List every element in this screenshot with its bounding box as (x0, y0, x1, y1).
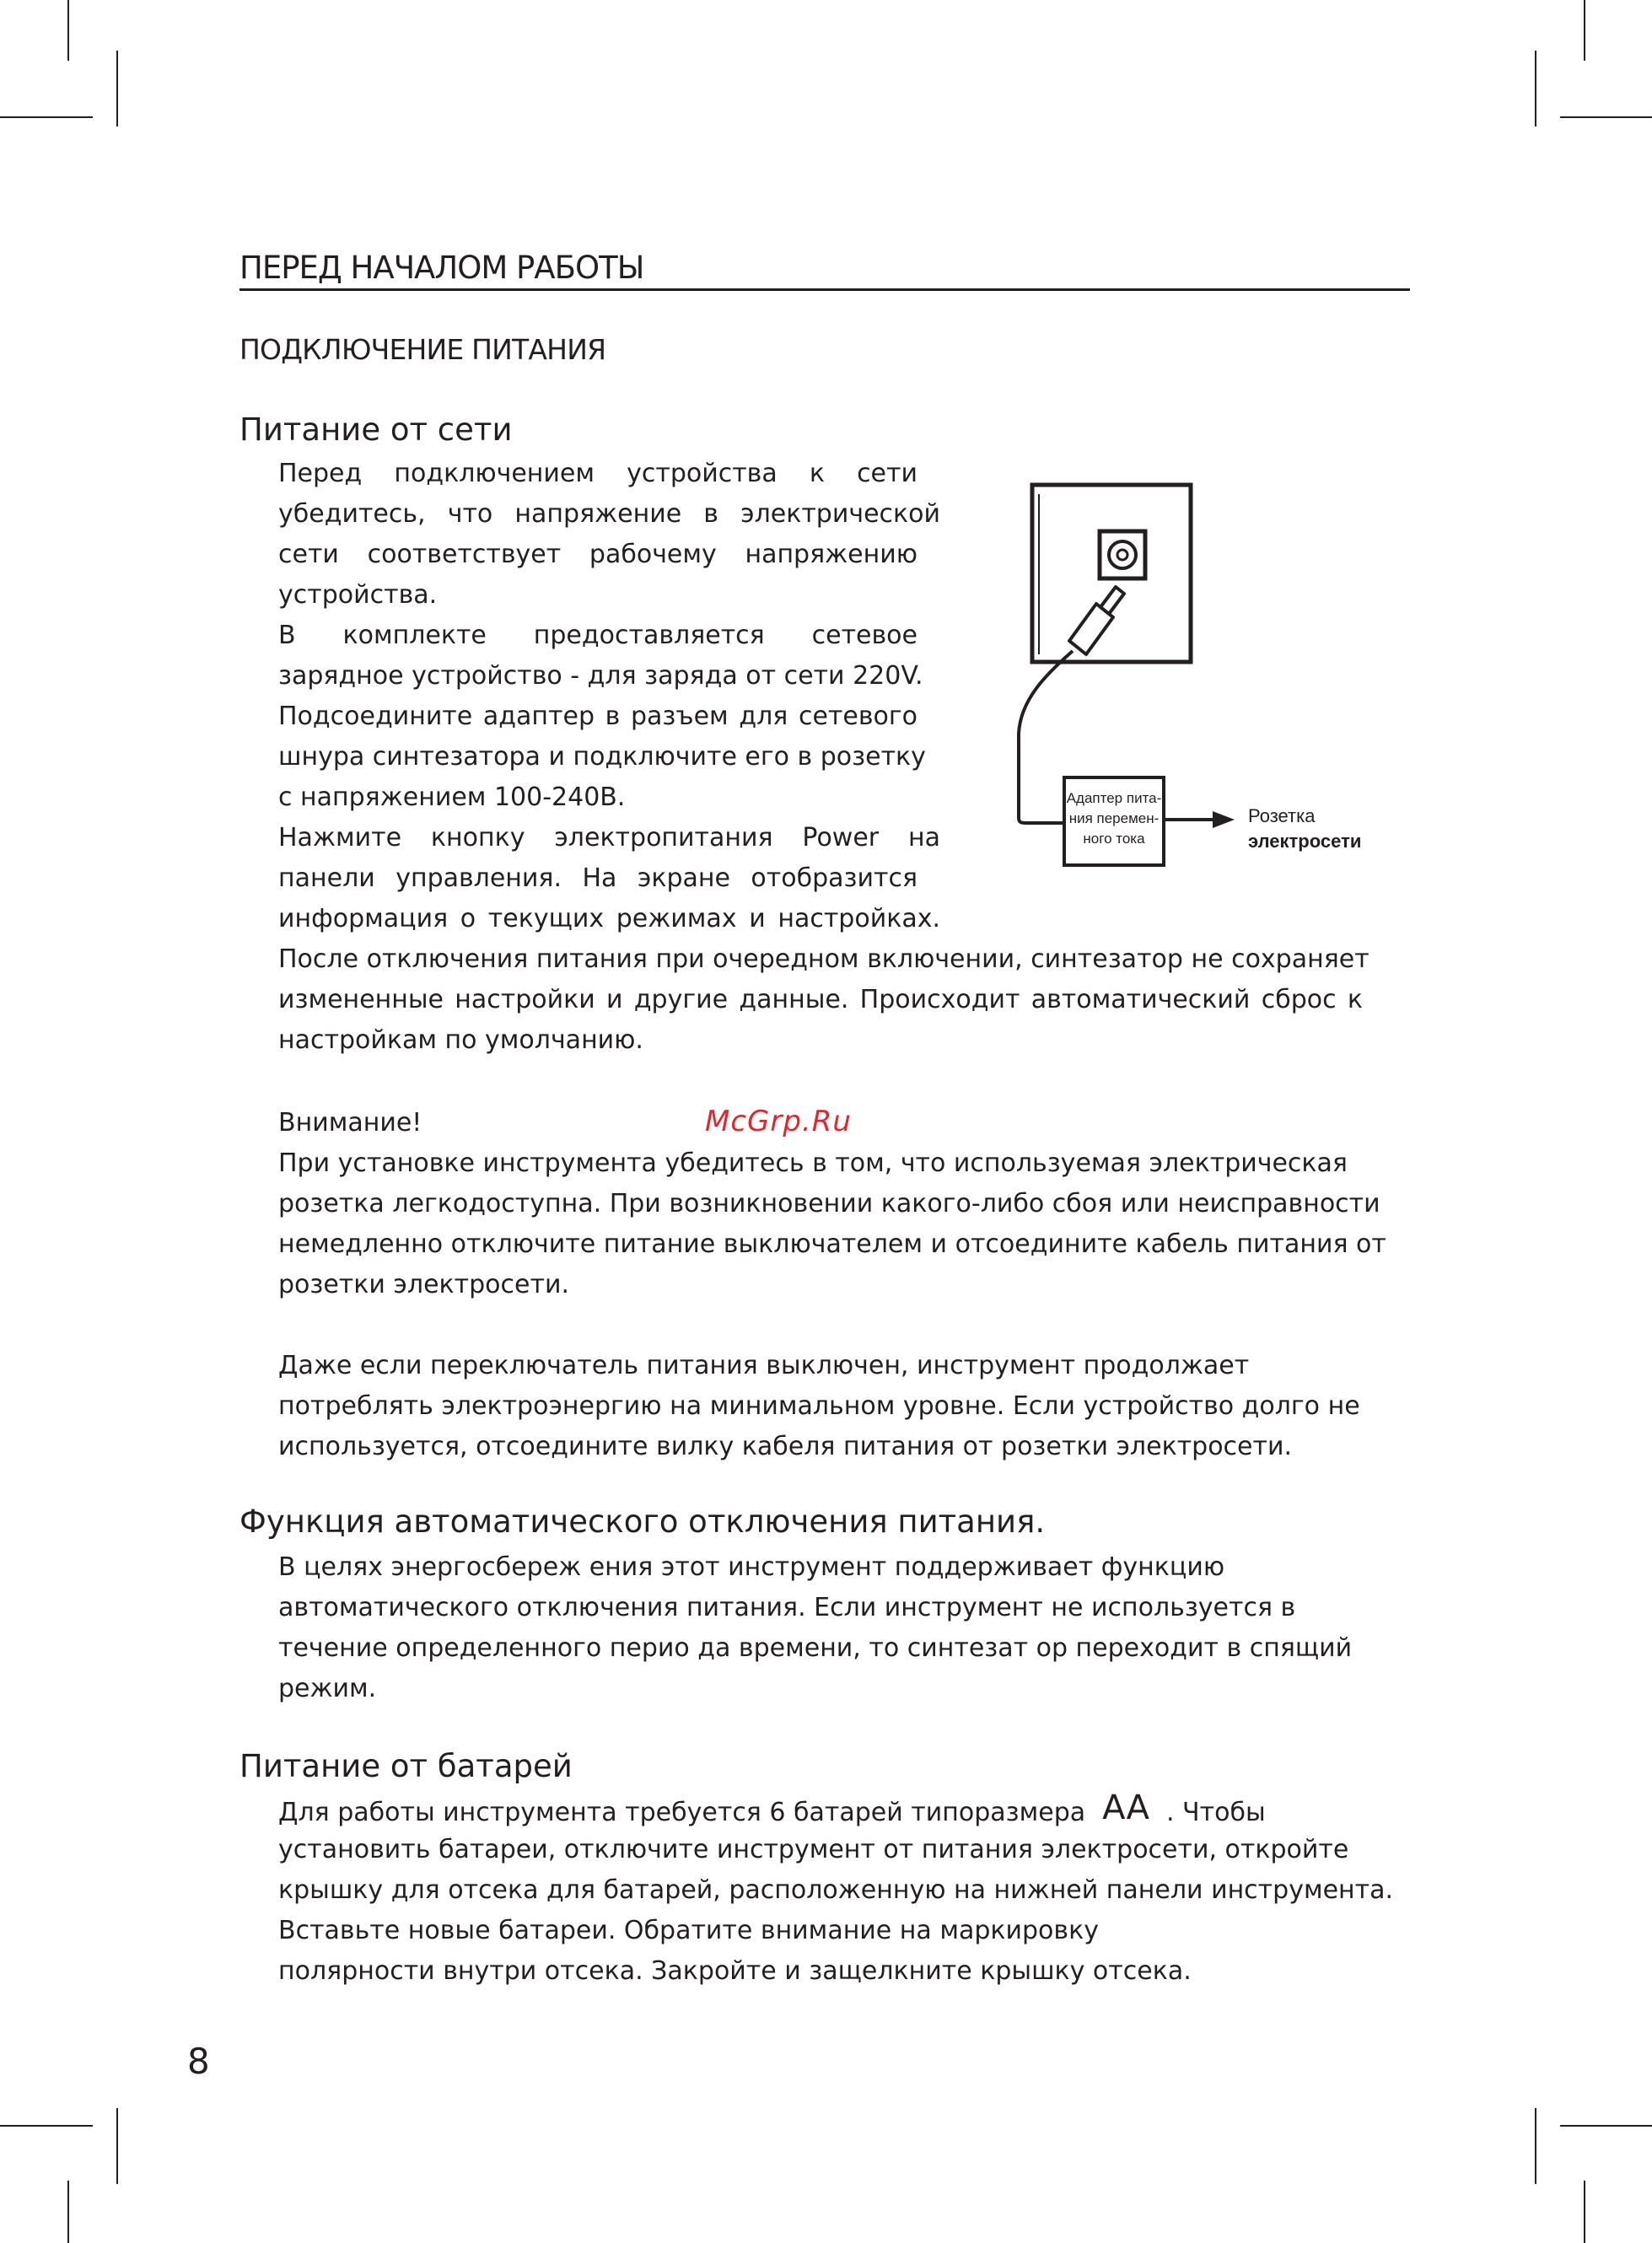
crop-mark (116, 2108, 118, 2184)
jack-socket (1109, 541, 1136, 568)
warning-line: розетка легкодоступна. При возникновении какого-либо сбоя или неисправности (278, 1189, 1380, 1218)
outlet-label: электросети (1248, 831, 1362, 852)
battery-size: AA (1102, 1788, 1149, 1827)
mains-line: Нажмите кнопку электропитания Power на (278, 823, 940, 853)
note-line: Даже если переключатель питания выключен, инструмент продолжает (278, 1351, 1250, 1380)
crop-mark (1584, 2181, 1585, 2243)
synth-panel (1032, 485, 1191, 662)
mains-line: устройства. (278, 580, 438, 610)
crop-mark (1535, 2108, 1536, 2184)
watermark: McGrp.Ru (705, 1105, 852, 1138)
adapter-label: ния перемен- (1068, 810, 1160, 826)
crop-mark (1584, 0, 1585, 61)
mains-line: шнура синтезатора и подключите его в розетку (278, 742, 926, 772)
crop-mark (67, 0, 69, 61)
section-title: ПЕРЕД НАЧАЛОМ РАБОТЫ (239, 250, 644, 286)
auto-off-line: режим. (278, 1674, 377, 1703)
batteries-line: полярности внутри отсека. Закройте и защелкните крышку отсека. (278, 1956, 1192, 1986)
mains-line: настройкам по умолчанию. (278, 1025, 643, 1055)
mains-line: убедитесь, что напряжение в электрической (278, 499, 940, 529)
mains-line: информация о текущих режимах и настройках. (278, 904, 940, 933)
outlet-label: Розетка (1248, 805, 1316, 826)
warning-line: немедленно отключите питание выключателем и отсоедините кабель питания от (278, 1229, 1386, 1259)
crop-mark (1560, 2125, 1652, 2127)
warning-line: При установке инструмента убедитесь в том, что используемая электрическая (278, 1148, 1348, 1178)
section-rule (239, 288, 1410, 291)
plug-body (1069, 604, 1113, 654)
batteries-line: Вставьте новые батареи. Обратите внимание на маркировку (278, 1916, 1099, 1945)
mains-line: После отключения питания при очередном включении, синтезатор не сохраняет (278, 944, 1369, 974)
arrow-icon (1213, 811, 1235, 828)
crop-mark (0, 116, 93, 118)
adapter-label: ного тока (1083, 831, 1145, 847)
crop-mark (0, 2125, 93, 2127)
batteries-line: установить батареи, отключите инструмент от питания электросети, откройте (278, 1835, 1349, 1864)
page-number: 8 (187, 2041, 210, 2082)
warning-title: Внимание! (278, 1108, 422, 1138)
crop-mark (67, 2181, 69, 2243)
batteries-text: . Чтобы (1165, 1798, 1266, 1827)
batteries-heading: Питание от батарей (239, 1748, 573, 1784)
note-line: потреблять электроэнергию на минимальном уровне. Если устройство долго не (278, 1391, 1360, 1421)
auto-off-line: автоматического отключения питания. Если инструмент не используется в (278, 1593, 1296, 1622)
batteries-line (278, 1789, 1266, 1830)
adapter-label: Адаптер пита- (1066, 790, 1162, 806)
mains-line: В комплекте предоставляется сетевое (278, 621, 917, 650)
warning-line: розетки электросети. (278, 1270, 569, 1299)
mains-line: с напряжением 100-240В. (278, 783, 626, 812)
note-line: используется, отсоедините вилку кабеля питания от розетки электросети. (278, 1432, 1293, 1461)
mains-heading: Питание от сети (239, 411, 513, 448)
crop-mark (1535, 51, 1536, 126)
power-jack (1100, 531, 1145, 578)
batteries-line: крышку для отсека для батарей, расположенную на нижней панели инструмента. (278, 1875, 1394, 1905)
subsection-title: ПОДКЛЮЧЕНИЕ ПИТАНИЯ (239, 333, 606, 366)
mains-line: Подсоедините адаптер в разъем для сетевого (278, 702, 917, 731)
power-connection-diagram (995, 481, 1391, 877)
mains-line: измененные настройки и другие данные. Происходит автоматический сброс к (278, 985, 1363, 1014)
mains-line: сети соответствует рабочему напряжению (278, 540, 917, 569)
crop-mark (116, 51, 118, 126)
mains-line: зарядное устройство - для заряда от сети 220V. (278, 661, 923, 691)
mains-line: панели управления. На экране отобразится (278, 863, 917, 893)
mains-line: Перед подключением устройства к сети (278, 459, 917, 488)
batteries-text: Для работы инструмента требуется 6 батарей типоразмера (278, 1798, 1086, 1827)
auto-off-heading: Функция автоматического отключения питания. (239, 1503, 1046, 1540)
auto-off-line: течение определенного перио да времени, то синтезат ор переходит в спящий (278, 1633, 1353, 1663)
auto-off-line: В целях энергосбереж ения этот инструмент поддерживает функцию (278, 1552, 1225, 1582)
crop-mark (1560, 116, 1652, 118)
